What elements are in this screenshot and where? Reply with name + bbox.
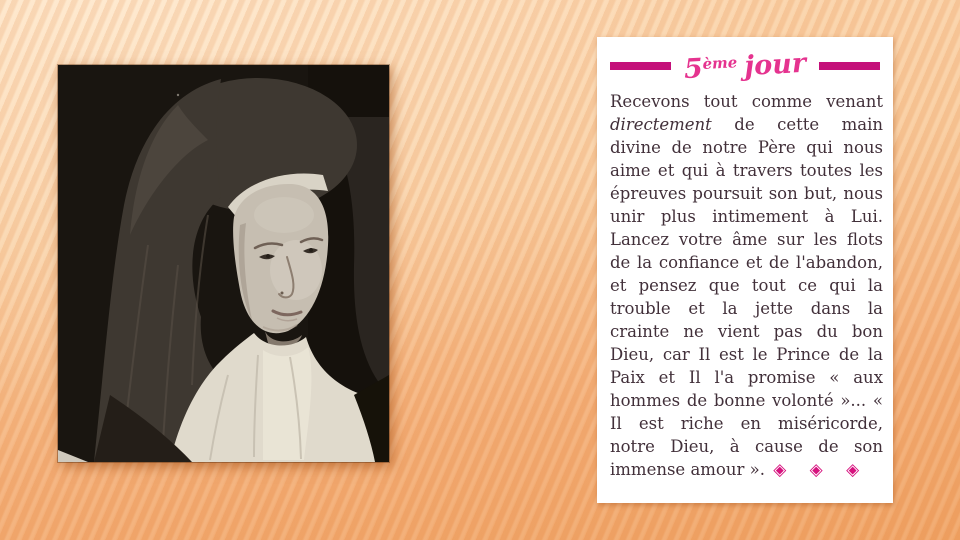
title-number: 5 [683, 52, 704, 85]
title-ordinal-suffix: ème [702, 52, 738, 73]
slide-title [683, 47, 807, 85]
title-word: jour [743, 47, 807, 82]
text-panel [597, 37, 893, 503]
devotion-text [610, 90, 883, 482]
title-rule-right [819, 62, 880, 70]
title-rule-left [610, 62, 671, 70]
slide-title-row [597, 49, 893, 83]
nun-photo [58, 65, 389, 462]
text-run-3: de cette main divine de notre Père qui nous aime et qui à travers toutes les épreuves poursuit son but, nous unir plus intimement à Lui. Lancez votre âme sur les flots de la confiance et de l'abandon, et pensez que tout ce qui la trouble et la jette dans la crainte ne vient pas du bon Dieu, car Il est le Prince de la Paix et Il l'a promise « aux hommes de bonne volonté »... « Il est riche en miséricorde, notre Dieu, à cause de son immense amour ». [610, 115, 883, 479]
nun-portrait-illustration [58, 65, 389, 462]
text-run-italic: directement [610, 115, 712, 134]
text-run-1: Recevons tout comme venant [610, 92, 883, 111]
diamond-ornaments: ◈ ◈ ◈ [773, 460, 869, 480]
